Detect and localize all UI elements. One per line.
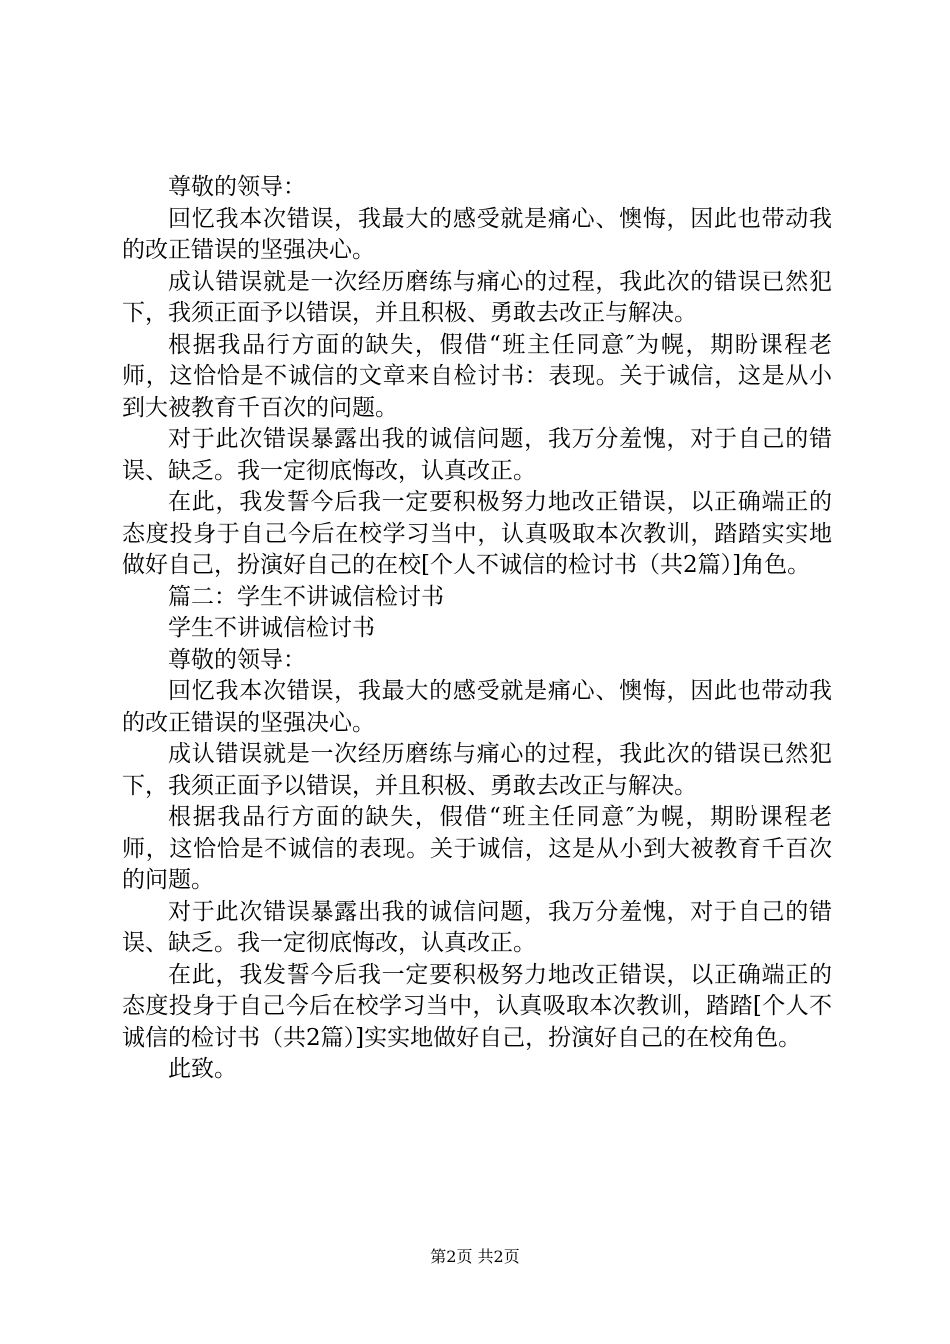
paragraph: 对于此次错误暴露出我的诚信问题，我万分羞愧，对于自己的错误、缺乏。我一定彻底悔改，认真改正。 [122,898,832,956]
paragraph: 回忆我本次错误，我最大的感受就是痛心、懊悔，因此也带动我的改正错误的坚强决心。 [122,205,832,263]
salutation: 尊敬的领导： [168,646,306,673]
page-number-footer: 第2页 共2页 [430,1247,520,1266]
paragraph: 在此，我发誓今后我一定要积极努力地改正错误，以正确端正的态度投身于自己今后在校学习当中，认真吸取本次教训，踏踏[个人不诚信的检讨书（共2篇）]实实地做好自己，扮演好自己的在校角色。 [122,961,832,1051]
paragraph: 成认错误就是一次经历磨练与痛心的过程，我此次的错误已然犯下，我须正面予以错误，并且积极、勇敢去改正与解决。 [122,268,832,326]
paragraph: 对于此次错误暴露出我的诚信问题，我万分羞愧，对于自己的错误、缺乏。我一定彻底悔改，认真改正。 [122,426,832,484]
document-title: 学生不讲诚信检讨书 [168,615,375,641]
paragraph: 在此，我发誓今后我一定要积极努力地改正错误，以正确端正的态度投身于自己今后在校学习当中，认真吸取本次教训，踏踏实实地做好自己，扮演好自己的在校[个人不诚信的检讨书（共2篇）]角色。 [122,489,832,578]
paragraph: 根据我品行方面的缺失，假借“班主任同意″为幌，期盼课程老师，这恰恰是不诚信的文章来自检讨书：表现。关于诚信，这是从小到大被教育千百次的问题。 [122,331,832,421]
document-body [122,172,832,1086]
paragraph: 回忆我本次错误，我最大的感受就是痛心、懊悔，因此也带动我的改正错误的坚强决心。 [122,678,832,736]
paragraph: 根据我品行方面的缺失，假借“班主任同意″为幌，期盼课程老师，这恰恰是不诚信的表现。关于诚信，这是从小到大被教育千百次的问题。 [122,804,832,893]
section-heading: 篇二：学生不讲诚信检讨书 [168,583,444,610]
paragraph: 成认错误就是一次经历磨练与痛心的过程，我此次的错误已然犯下，我须正面予以错误，并且积极、勇敢去改正与解决。 [122,741,832,799]
salutation: 尊敬的领导： [168,174,306,200]
closing: 此致。 [168,1056,237,1082]
